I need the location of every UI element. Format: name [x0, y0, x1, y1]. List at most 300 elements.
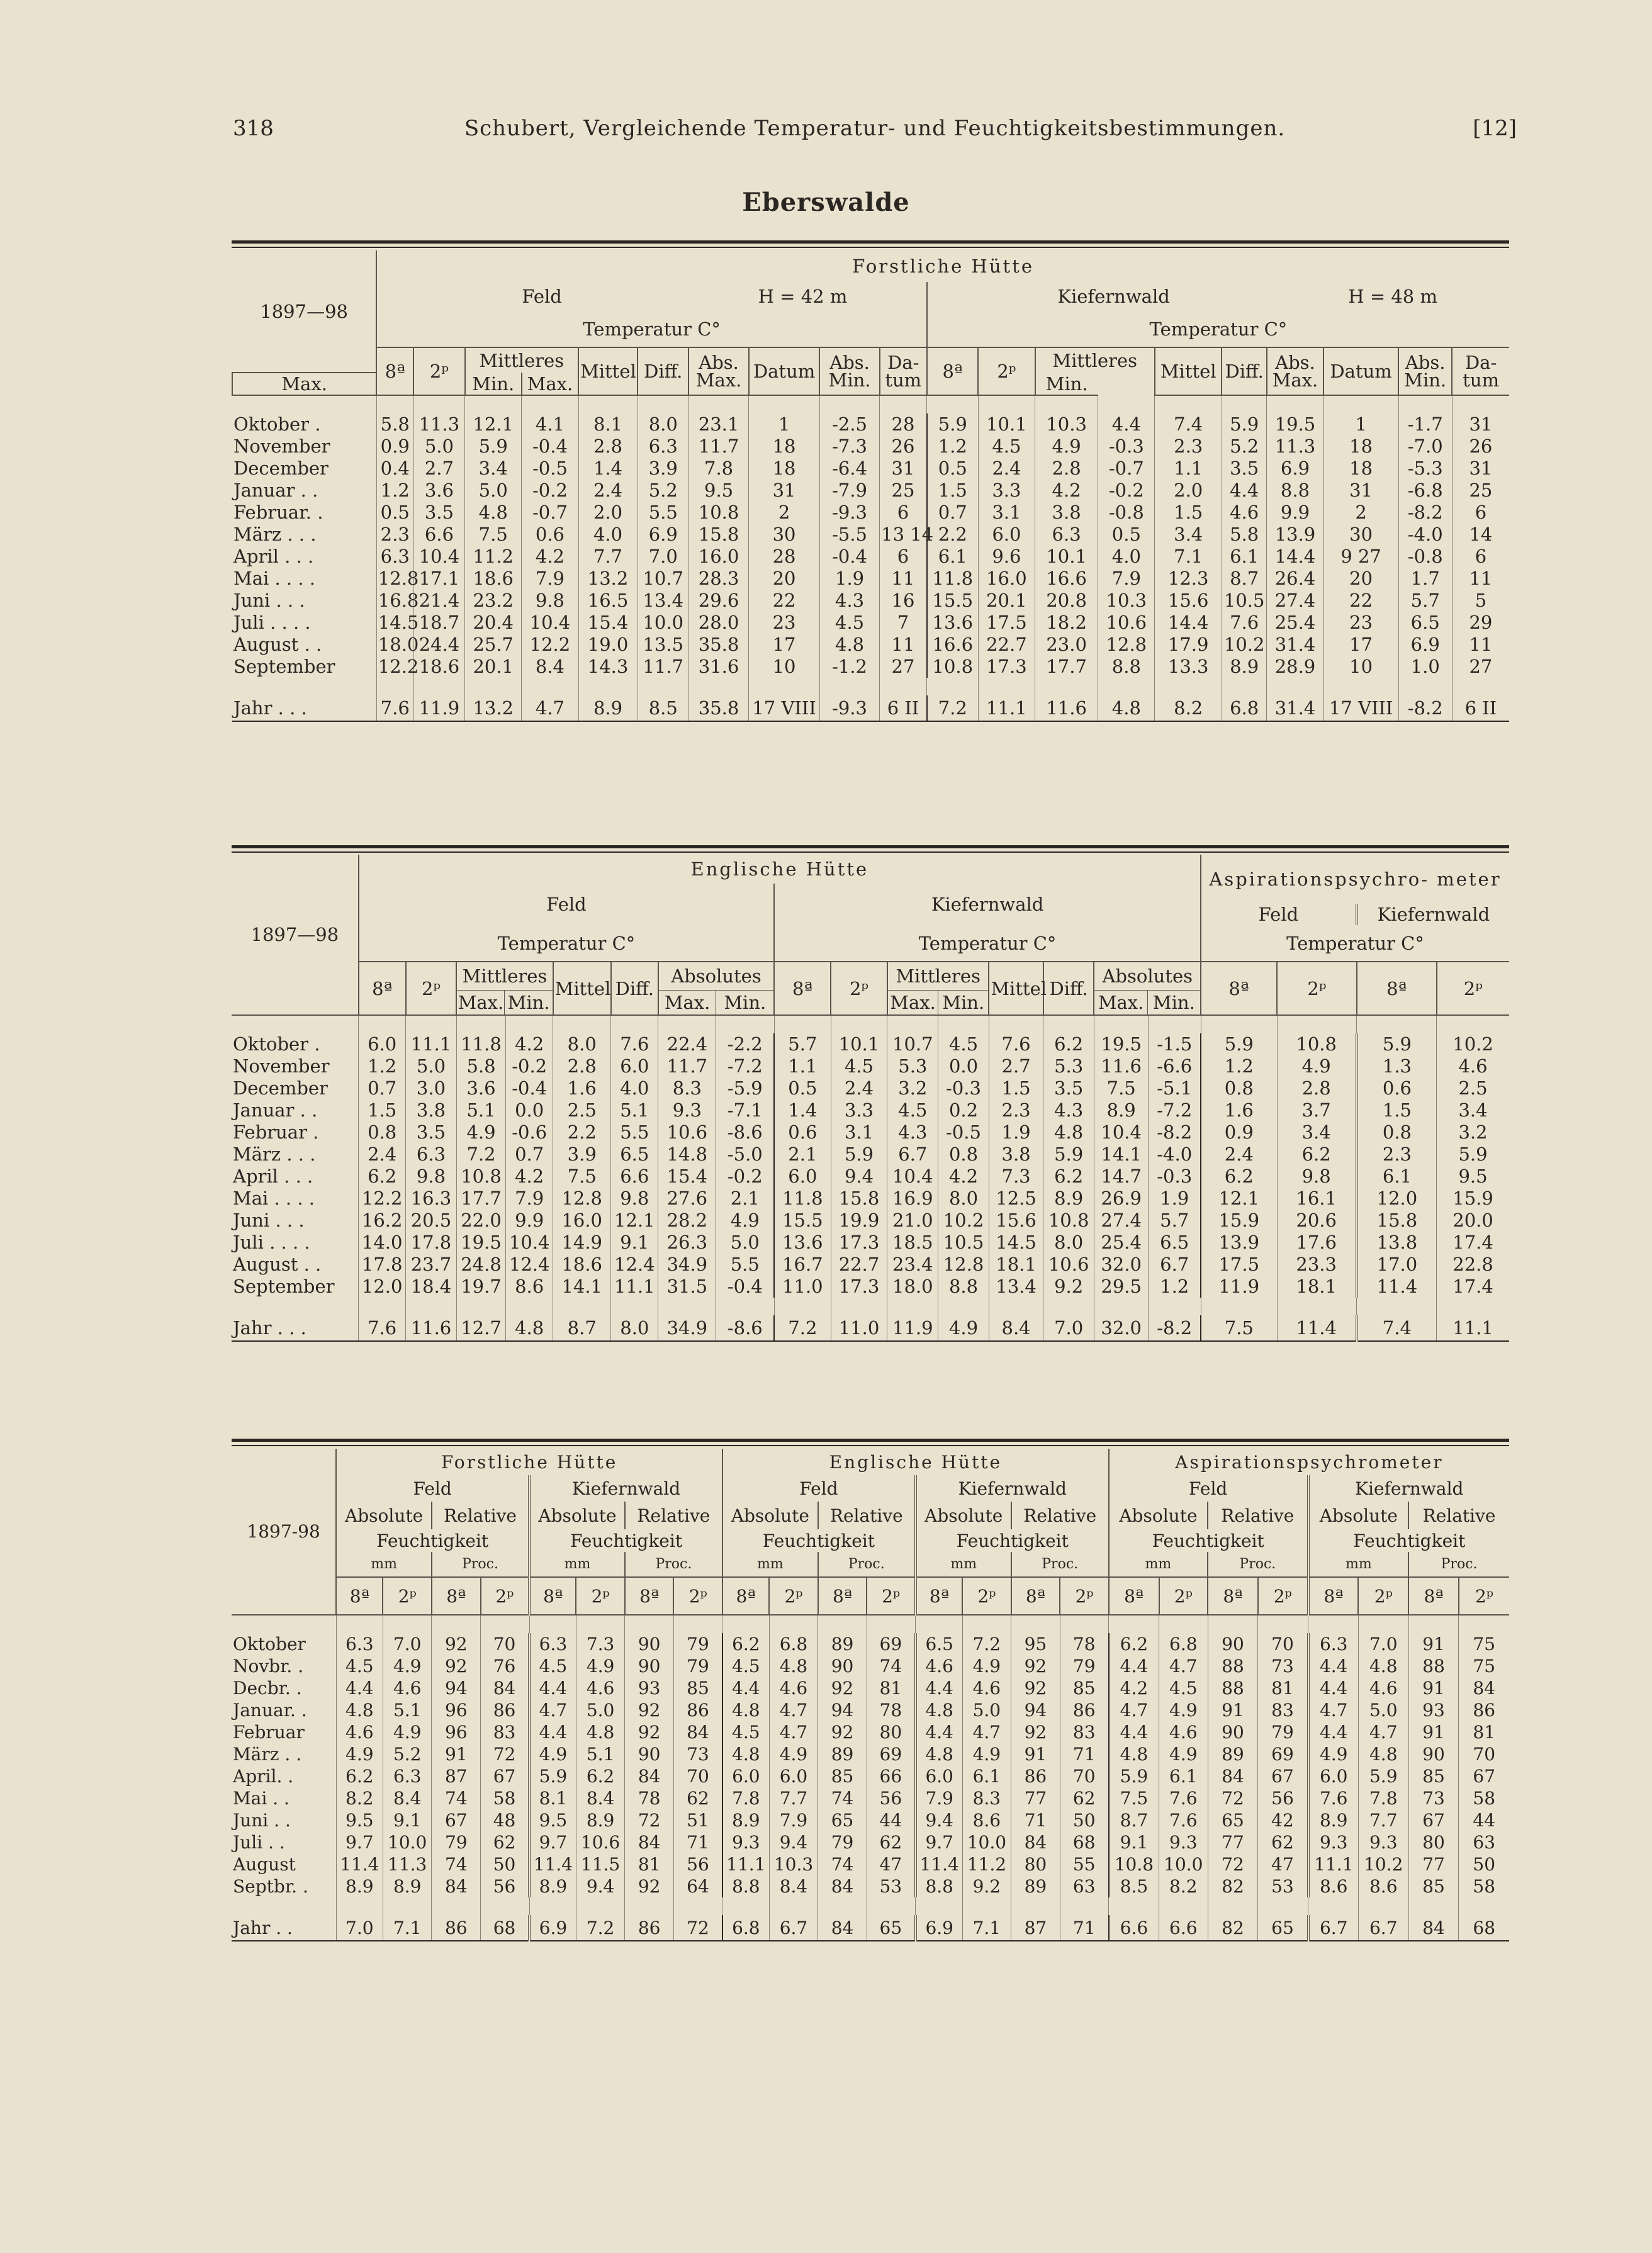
table-cell: 13.3 — [1155, 656, 1222, 678]
engl-kiefer-hour-8a: 8ª — [916, 1577, 962, 1615]
table-cell: 9.2 — [962, 1875, 1011, 1897]
engl-feld-hour-8a: 8ª — [722, 1577, 769, 1615]
table-cell: 8.1 — [529, 1787, 576, 1809]
table-cell: 17.3 — [978, 656, 1035, 678]
table-cell: 7.3 — [576, 1633, 625, 1655]
table-cell: 22.4 — [658, 1033, 716, 1055]
table-cell: 10.7 — [638, 568, 688, 590]
table-cell: 12.2 — [359, 1188, 406, 1210]
table-cell: 4.9 — [383, 1721, 432, 1743]
table-cell: 14.4 — [1155, 612, 1222, 634]
table-cell: 67 — [1459, 1765, 1509, 1787]
max-label-k: Max. — [890, 992, 936, 1013]
row-label: Februar — [233, 1722, 305, 1743]
table-cell: 1.1 — [1155, 458, 1222, 480]
table-cell: 12.2 — [376, 656, 413, 678]
table-cell: -6.4 — [819, 458, 879, 480]
table-cell: 8.9 — [1222, 656, 1266, 678]
table-cell: 13.9 — [1267, 524, 1323, 546]
group-header-englische-huette: Englische Hütte — [359, 855, 1201, 884]
engl-feld-relative: Relative — [818, 1502, 916, 1529]
table-cell: 10.2 — [1222, 634, 1266, 656]
table-cell: 8.3 — [658, 1077, 716, 1099]
table-cell: 14.5 — [989, 1232, 1043, 1254]
year-header: 1897—98 — [232, 250, 376, 373]
table-cell: 92 — [1011, 1721, 1060, 1743]
table-cell: 17.1 — [413, 568, 464, 590]
table-cell: 5.2 — [1222, 435, 1266, 458]
table-row — [232, 1254, 1509, 1276]
table-cell: 8.8 — [1098, 656, 1155, 678]
table-cell: 4.0 — [1098, 546, 1155, 568]
table-cell: 7.6 — [989, 1033, 1043, 1055]
row-label: Juli . . — [233, 1832, 285, 1853]
table-cell: 4.4 — [336, 1677, 383, 1699]
table-cell: 4.5 — [978, 435, 1035, 458]
table-cell: 80 — [1011, 1853, 1060, 1875]
table-cell: 11.4 — [916, 1853, 962, 1875]
table-cell: 7.8 — [688, 458, 748, 480]
table-cell: 10.0 — [1159, 1853, 1208, 1875]
table-cell: 9.3 — [722, 1831, 769, 1853]
table-cell: 10.0 — [383, 1831, 432, 1853]
table-cell: 7.7 — [578, 546, 638, 568]
table-row — [232, 1699, 1509, 1721]
table-cell: 6.3 — [383, 1765, 432, 1787]
table-cell: 6.9 — [1267, 458, 1323, 480]
asp-kiefernwald-header: Kiefernwald — [1357, 904, 1509, 925]
table-cell: 0.2 — [938, 1099, 989, 1121]
table-cell: -8.2 — [1398, 502, 1452, 524]
table-cell: 8.2 — [336, 1787, 383, 1809]
year-header: 1897—98 — [232, 855, 359, 1015]
table-cell: 4.6 — [1222, 502, 1266, 524]
table-cell: 4.9 — [576, 1655, 625, 1677]
table-cell: 31 — [880, 458, 927, 480]
table-cell: 62 — [673, 1787, 722, 1809]
table-row — [232, 1232, 1509, 1254]
table-cell: 7.2 — [927, 695, 978, 721]
table-cell: 5.0 — [962, 1699, 1011, 1721]
table-cell: 11.6 — [406, 1315, 457, 1341]
table-cell: 13.4 — [989, 1276, 1043, 1298]
table-cell: 21.0 — [887, 1210, 938, 1232]
table-cell: 8.0 — [611, 1315, 658, 1341]
table-cell: 5.9 — [927, 413, 978, 435]
table-cell: 6.8 — [1159, 1633, 1208, 1655]
abs-min-label: Min. — [716, 991, 773, 1014]
table-cell: 82 — [1208, 1915, 1258, 1941]
table-cell: 58 — [481, 1787, 530, 1809]
table-cell: 15.9 — [1201, 1210, 1277, 1232]
table-cell: 23.1 — [688, 413, 748, 435]
forst-kiefer-feuchtigkeit: Feuchtigkeit — [529, 1529, 722, 1552]
forst-feld-hour-2p: 2ᵖ — [481, 1577, 530, 1615]
table-cell: 5.3 — [1043, 1055, 1094, 1077]
table-cell: 12.7 — [456, 1315, 505, 1341]
group-englische-huette: Englische Hütte — [722, 1449, 1109, 1475]
table-cell: 14.8 — [658, 1143, 716, 1166]
col-datum-min-k: Da- tum — [1452, 347, 1509, 395]
row-label: Juni . . — [233, 1810, 291, 1831]
table-cell: 7.0 — [1358, 1633, 1408, 1655]
asp-temperatur-header: Temperatur C° — [1201, 925, 1509, 962]
forst-kiefer-hour-2p: 2ᵖ — [673, 1577, 722, 1615]
table-cell: 30 — [749, 524, 820, 546]
table-cell: 4.3 — [887, 1121, 938, 1143]
table-cell: 6.7 — [1358, 1915, 1408, 1941]
table-cell: 1.4 — [578, 458, 638, 480]
table3-top-rule-thin — [232, 1445, 1509, 1446]
table-cell: 71 — [1011, 1809, 1060, 1831]
jahr-row — [232, 1315, 1509, 1341]
table-cell: 23.3 — [1277, 1254, 1357, 1276]
table-cell: 83 — [1258, 1699, 1308, 1721]
table-cell: 2.7 — [413, 458, 464, 480]
table-cell: 11.7 — [688, 435, 748, 458]
table-cell: 6.7 — [1149, 1254, 1201, 1276]
table-cell: 31 — [1323, 480, 1398, 502]
table-cell: 0.5 — [927, 458, 978, 480]
table-cell: 88 — [1208, 1677, 1258, 1699]
kiefernwald-temperatur-header: Temperatur C° — [774, 925, 1201, 962]
table-cell: 5.7 — [774, 1033, 831, 1055]
table-cell: 7.6 — [1308, 1787, 1359, 1809]
table-cell: 12.0 — [359, 1276, 406, 1298]
table-cell: 0.8 — [1201, 1077, 1277, 1099]
col-mittel: Mittel — [578, 347, 638, 395]
table-cell: 11.9 — [413, 695, 464, 721]
table-cell: 14.3 — [578, 656, 638, 678]
asp-feld-hour-2p: 2ᵖ — [1258, 1577, 1308, 1615]
table-cell: -1.7 — [1398, 413, 1452, 435]
table-cell: 51 — [673, 1809, 722, 1831]
table-cell: 16.3 — [406, 1188, 457, 1210]
table-cell: 11.5 — [576, 1853, 625, 1875]
row-label: Juni . . . — [233, 1210, 305, 1231]
table-cell: 4.7 — [529, 1699, 576, 1721]
forst-feld: Feld — [336, 1475, 529, 1502]
table-cell: 0.5 — [1098, 524, 1155, 546]
table-cell: 13.8 — [1357, 1232, 1437, 1254]
table-cell: 10.5 — [1222, 590, 1266, 612]
col-abs-max: Abs. Max. — [688, 347, 748, 395]
table-row — [232, 1188, 1509, 1210]
table-cell: 0.6 — [774, 1121, 831, 1143]
table-cell: 8.9 — [576, 1809, 625, 1831]
table-cell: 5.1 — [383, 1699, 432, 1721]
feld-temperatur-header: Temperatur C° — [359, 925, 774, 962]
table-cell: 6.6 — [611, 1166, 658, 1188]
table-cell: -5.3 — [1398, 458, 1452, 480]
table-cell: 16.5 — [578, 590, 638, 612]
table-cell: 10.3 — [1035, 413, 1098, 435]
engl-kiefer-hour-8a: 8ª — [1011, 1577, 1060, 1615]
table-cell: 17.7 — [456, 1188, 505, 1210]
table-cell: 8.6 — [962, 1809, 1011, 1831]
spacer-row — [232, 1015, 1509, 1033]
table-cell: -0.4 — [819, 546, 879, 568]
table-cell: 15.8 — [688, 524, 748, 546]
table-cell: 85 — [1060, 1677, 1109, 1699]
table-cell: 5.9 — [1437, 1143, 1509, 1166]
row-label: Jahr . . — [232, 1915, 336, 1941]
col-absolutes — [658, 962, 774, 1015]
table-cell: 17.6 — [1277, 1232, 1357, 1254]
engl-kiefer-feuchtigkeit: Feuchtigkeit — [916, 1529, 1109, 1552]
table-cell: 4.4 — [1109, 1721, 1159, 1743]
table-cell: 70 — [673, 1765, 722, 1787]
col-mittleres-k — [887, 962, 989, 1015]
running-title: Schubert, Vergleichende Temperatur- und Feuchtigkeitsbestimmungen. — [464, 116, 1286, 141]
table-cell: 11.6 — [1094, 1055, 1148, 1077]
table-cell: 10.8 — [456, 1166, 505, 1188]
engl-kiefernwald: Kiefernwald — [916, 1475, 1109, 1502]
table-cell: 84 — [1459, 1677, 1509, 1699]
table-cell: 78 — [867, 1699, 916, 1721]
table-cell: 4.8 — [1358, 1743, 1408, 1765]
col-mittel: Mittel — [553, 962, 611, 1015]
table-cell: 11.1 — [406, 1033, 457, 1055]
asp-feld: Feld — [1109, 1475, 1308, 1502]
table-cell: 1.2 — [359, 1055, 406, 1077]
table-cell: 11.7 — [638, 656, 688, 678]
table-cell: 4.5 — [722, 1721, 769, 1743]
table-cell: 3.8 — [989, 1143, 1043, 1166]
table-cell: 29 — [1452, 612, 1509, 634]
table-cell: 80 — [867, 1721, 916, 1743]
row-label: Oktober — [233, 1634, 306, 1655]
col-min-k: Min. — [1035, 373, 1098, 395]
table-cell: 7.9 — [522, 568, 578, 590]
table-row — [232, 1055, 1509, 1077]
table-cell: 2.4 — [978, 458, 1035, 480]
table-cell: 6.3 — [638, 435, 688, 458]
table-cell: 4.5 — [831, 1055, 887, 1077]
table-cell: 5.0 — [576, 1699, 625, 1721]
table-cell: 3.0 — [406, 1077, 457, 1099]
table-cell: 84 — [1208, 1765, 1258, 1787]
row-label: Februar. . — [233, 502, 323, 523]
table-cell: 1.9 — [989, 1121, 1043, 1143]
table-cell: 8.0 — [638, 413, 688, 435]
table-cell: 13.6 — [774, 1232, 831, 1254]
table-cell: 6.9 — [638, 524, 688, 546]
table-cell: 76 — [481, 1655, 530, 1677]
table1-top-rule-thin — [232, 247, 1509, 248]
table-cell: 8.8 — [722, 1875, 769, 1897]
table-cell: 7.0 — [1043, 1315, 1094, 1341]
table-cell: 11.2 — [465, 546, 522, 568]
table-cell: 15.4 — [578, 612, 638, 634]
table-cell: 9.4 — [576, 1875, 625, 1897]
asp-kiefer-absolute: Absolute — [1308, 1502, 1409, 1529]
table-cell: 5 — [1452, 590, 1509, 612]
row-label: Jahr . . . — [232, 1315, 359, 1341]
table-cell: 5.1 — [576, 1743, 625, 1765]
feld-group-header: Feld — [359, 884, 774, 925]
table-cell: 72 — [1208, 1787, 1258, 1809]
table-cell: 4.7 — [1308, 1699, 1359, 1721]
table-cell: 20.0 — [1437, 1210, 1509, 1232]
table-cell: 5.0 — [413, 435, 464, 458]
table-row — [232, 1033, 1509, 1055]
row-label: April . . . — [233, 546, 314, 567]
table-cell: 53 — [1258, 1875, 1308, 1897]
table-cell: 8.4 — [522, 656, 578, 678]
table-cell: 6.2 — [336, 1765, 383, 1787]
table-cell: 1.0 — [1398, 656, 1452, 678]
table-cell: -8.2 — [1149, 1121, 1201, 1143]
table-cell: 7.0 — [336, 1915, 383, 1941]
table-cell: 91 — [432, 1743, 481, 1765]
table-cell: 4.7 — [769, 1721, 818, 1743]
table-cell: 6.1 — [927, 546, 978, 568]
table-cell: 91 — [1011, 1743, 1060, 1765]
col-diff: Diff. — [611, 962, 658, 1015]
table-cell: -0.8 — [1098, 502, 1155, 524]
table-cell: 7.5 — [1201, 1315, 1277, 1341]
table-cell: 34.9 — [658, 1254, 716, 1276]
table-cell: 6.2 — [359, 1166, 406, 1188]
table-cell: 86 — [625, 1915, 674, 1941]
col-8a-k: 8ª — [927, 347, 978, 395]
table-cell: -0.5 — [522, 458, 578, 480]
table-cell: 12.4 — [611, 1254, 658, 1276]
table-cell: 4.3 — [1043, 1099, 1094, 1121]
table-cell: 74 — [432, 1787, 481, 1809]
table-cell: 8.9 — [336, 1875, 383, 1897]
table-cell: 8.4 — [383, 1787, 432, 1809]
table-cell: 4.8 — [506, 1315, 553, 1341]
table-cell: 4.8 — [916, 1699, 962, 1721]
table-cell: 4.6 — [769, 1677, 818, 1699]
table-cell: 10.4 — [413, 546, 464, 568]
mittleres-label: Mittleres — [457, 962, 552, 991]
table-cell: 20.1 — [978, 590, 1035, 612]
table-cell: 25 — [1452, 480, 1509, 502]
table-cell: 8.8 — [938, 1276, 989, 1298]
table-cell: -0.4 — [522, 435, 578, 458]
table-cell: 7.8 — [1358, 1787, 1408, 1809]
table-cell: 5.2 — [383, 1743, 432, 1765]
table-row — [232, 1765, 1509, 1787]
table-cell: -6.8 — [1398, 480, 1452, 502]
table-cell: 4.4 — [1308, 1677, 1359, 1699]
table-cell: 92 — [432, 1655, 481, 1677]
table-cell: 6.0 — [611, 1055, 658, 1077]
table-cell: 10.1 — [978, 413, 1035, 435]
table-cell: 10.2 — [938, 1210, 989, 1232]
table-cell: 62 — [481, 1831, 530, 1853]
table-cell: 8.4 — [769, 1875, 818, 1897]
min-label: Min. — [504, 991, 552, 1014]
table-row — [232, 1276, 1509, 1298]
table-cell: 6.3 — [406, 1143, 457, 1166]
table-cell: 3.5 — [406, 1121, 457, 1143]
table-cell: 2.7 — [989, 1055, 1043, 1077]
feld-height: H = 42 m — [758, 286, 848, 307]
table-cell: 31.4 — [1267, 634, 1323, 656]
table-cell: 47 — [1258, 1853, 1308, 1875]
table-row — [232, 546, 1509, 568]
table-cell: 4.9 — [529, 1743, 576, 1765]
table-cell: 88 — [1408, 1655, 1459, 1677]
table-cell: -0.2 — [1098, 480, 1155, 502]
table-cell: 8.1 — [578, 413, 638, 435]
table-cell: 30 — [1323, 524, 1398, 546]
table-cell: 10 — [749, 656, 820, 678]
forst-kiefer-hour-8a: 8ª — [529, 1577, 576, 1615]
table-cell: 26.9 — [1094, 1188, 1148, 1210]
table-cell: 3.2 — [1437, 1121, 1509, 1143]
table-cell: 9.1 — [1109, 1831, 1159, 1853]
table-cell: 19.9 — [831, 1210, 887, 1232]
table-cell: 5.9 — [1109, 1765, 1159, 1787]
table-cell: 14.7 — [1094, 1166, 1148, 1188]
table-cell: 14.4 — [1267, 546, 1323, 568]
table-cell: 86 — [1060, 1699, 1109, 1721]
col-abs-min-k: Abs. Min. — [1398, 347, 1452, 395]
table-cell: 25.4 — [1094, 1232, 1148, 1254]
table-row — [232, 1077, 1509, 1099]
table-cell: 11.3 — [383, 1853, 432, 1875]
table-cell: 17.5 — [1201, 1254, 1277, 1276]
table-cell: 91 — [1408, 1633, 1459, 1655]
table-cell: 84 — [818, 1915, 867, 1941]
table-cell: 5.7 — [1398, 590, 1452, 612]
table-cell: 10.8 — [1277, 1033, 1357, 1055]
table-cell: 17.8 — [359, 1254, 406, 1276]
asp-feld-hour-2p: 2ᵖ — [1159, 1577, 1208, 1615]
table-cell: 6.0 — [916, 1765, 962, 1787]
table-cell: 2.3 — [989, 1099, 1043, 1121]
row-label: Februar . — [233, 1121, 319, 1143]
table-cell: 3.4 — [465, 458, 522, 480]
table-cell: 10.6 — [576, 1831, 625, 1853]
table-cell: 2.4 — [578, 480, 638, 502]
row-label: April . . . — [233, 1166, 313, 1187]
table-cell: 73 — [1408, 1787, 1459, 1809]
table-cell: -0.4 — [506, 1077, 553, 1099]
col-asp-feld-2p: 2ᵖ — [1277, 962, 1357, 1015]
table-cell: 84 — [432, 1875, 481, 1897]
table-cell: 7.6 — [611, 1033, 658, 1055]
table1-body — [232, 395, 1509, 721]
table-cell: 2.5 — [1437, 1077, 1509, 1099]
table-cell: 69 — [1258, 1743, 1308, 1765]
table-cell: -0.3 — [1149, 1166, 1201, 1188]
table-cell: 83 — [481, 1721, 530, 1743]
row-label: März . . . — [233, 524, 317, 545]
table-cell: 10.8 — [1109, 1853, 1159, 1875]
table-cell: 86 — [673, 1699, 722, 1721]
table-cell: 16 — [880, 590, 927, 612]
table-cell: 13.6 — [927, 612, 978, 634]
table-cell: 11.3 — [1267, 435, 1323, 458]
table-cell: 1.1 — [774, 1055, 831, 1077]
table-cell: 10.6 — [658, 1121, 716, 1143]
table-cell: 6.5 — [611, 1143, 658, 1166]
table-cell: 9.1 — [611, 1232, 658, 1254]
table2-top-rule-thin — [232, 851, 1509, 853]
table-cell: 14 — [1452, 524, 1509, 546]
table-cell: 9.8 — [1277, 1166, 1357, 1188]
forstliche-huette-table — [232, 250, 1509, 722]
table-cell: 74 — [432, 1853, 481, 1875]
table-cell: 25 — [880, 480, 927, 502]
table-cell: 11 — [1452, 568, 1509, 590]
